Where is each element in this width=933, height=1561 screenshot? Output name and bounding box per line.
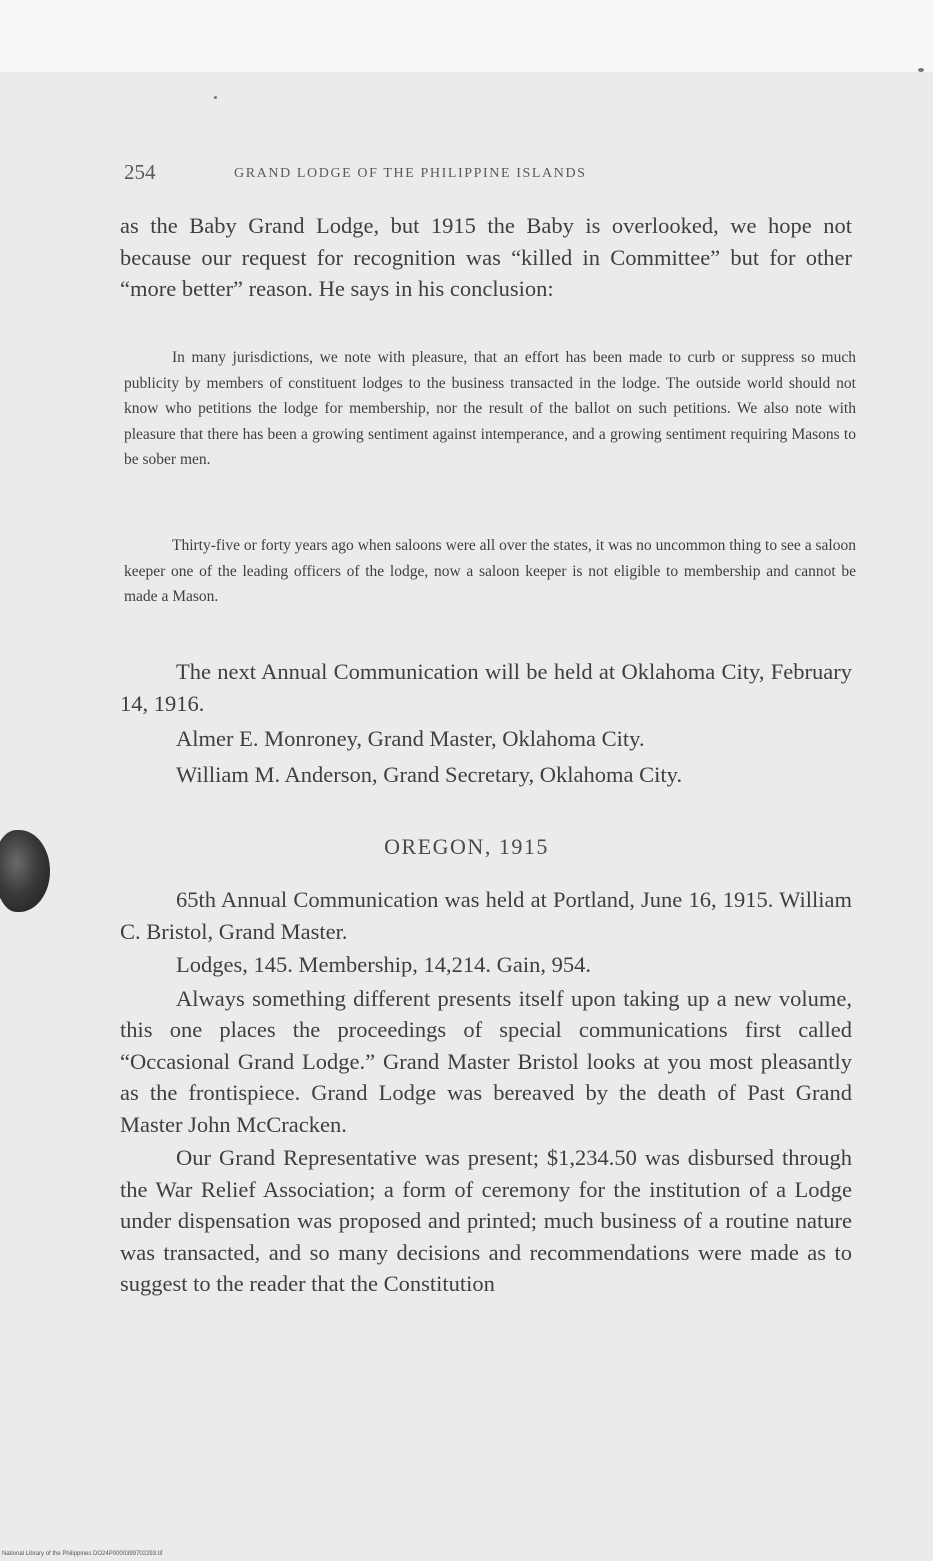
grand-master-line: Almer E. Monroney, Grand Master, Oklahoma City. xyxy=(176,726,645,751)
intro-paragraph: as the Baby Grand Lodge, but 1915 the Baby is overlooked, we hope not because our request for recognition was “killed in Committee” but for other “more better” reason. He says in his conclusion: xyxy=(120,213,852,301)
next-communication-paragraph: The next Annual Communication will be held at Oklahoma City, February 14, 1916. xyxy=(120,659,852,716)
oregon-paragraph-1: 65th Annual Communication was held at Portland, June 16, 1915. William C. Bristol, Grand Master. xyxy=(120,887,852,944)
speck xyxy=(214,96,217,99)
speck xyxy=(918,68,924,72)
page-number: 254 xyxy=(124,160,156,184)
section-heading: OREGON, 1915 xyxy=(384,834,549,859)
quote-paragraph-1: In many jurisdictions, we note with pleasure, that an effort has been made to curb or suppress so much publicity by members of constituent lodges to the business transacted in the lodge. The outside world should not know who petitions the lodge for membership, nor the result of the ballot on such petitions. We also note with pleasure that there has been a growing sentiment against intemperance, and a growing sentiment requiring Masons to be sober men. xyxy=(124,349,856,468)
closing-block xyxy=(120,656,852,790)
oregon-paragraph-3: Always something different presents itself upon taking up a new volume, this one places the proceedings of special communications first called “Occasional Grand Lodge.” Grand Master Bristol looks at you most pleasantly as the frontispiece. Grand Lodge was bereaved by the death of Past Grand Master John McCracken. xyxy=(120,985,852,1137)
oregon-paragraph-2: Lodges, 145. Membership, 14,214. Gain, 954. xyxy=(176,952,591,977)
intro-block xyxy=(120,210,852,305)
quote-paragraph-2: Thirty-five or forty years ago when saloons were all over the states, it was no uncommon thing to see a saloon keeper one of the leading officers of the lodge, now a saloon keeper is not eligible to membership and cannot be made a Mason. xyxy=(124,537,856,605)
running-title: GRAND LODGE OF THE PHILIPPINE ISLANDS xyxy=(234,166,587,181)
oregon-section xyxy=(120,884,852,1300)
scan-top-margin xyxy=(0,0,933,72)
oregon-paragraph-4: Our Grand Representative was present; $1,234.50 was disbursed through the War Relief Association; a form of ceremony for the institution of a Lodge under dispensation was proposed and printed; much business of a routine nature was transacted, and so many decisions and recommendations were made as to suggest to the reader that the Constitution xyxy=(120,1145,852,1296)
grand-secretary-line: William M. Anderson, Grand Secretary, Oklahoma City. xyxy=(176,761,683,787)
scan-credit: National Library of the Philippines DO24P0000399702293.tif xyxy=(2,1551,163,1557)
